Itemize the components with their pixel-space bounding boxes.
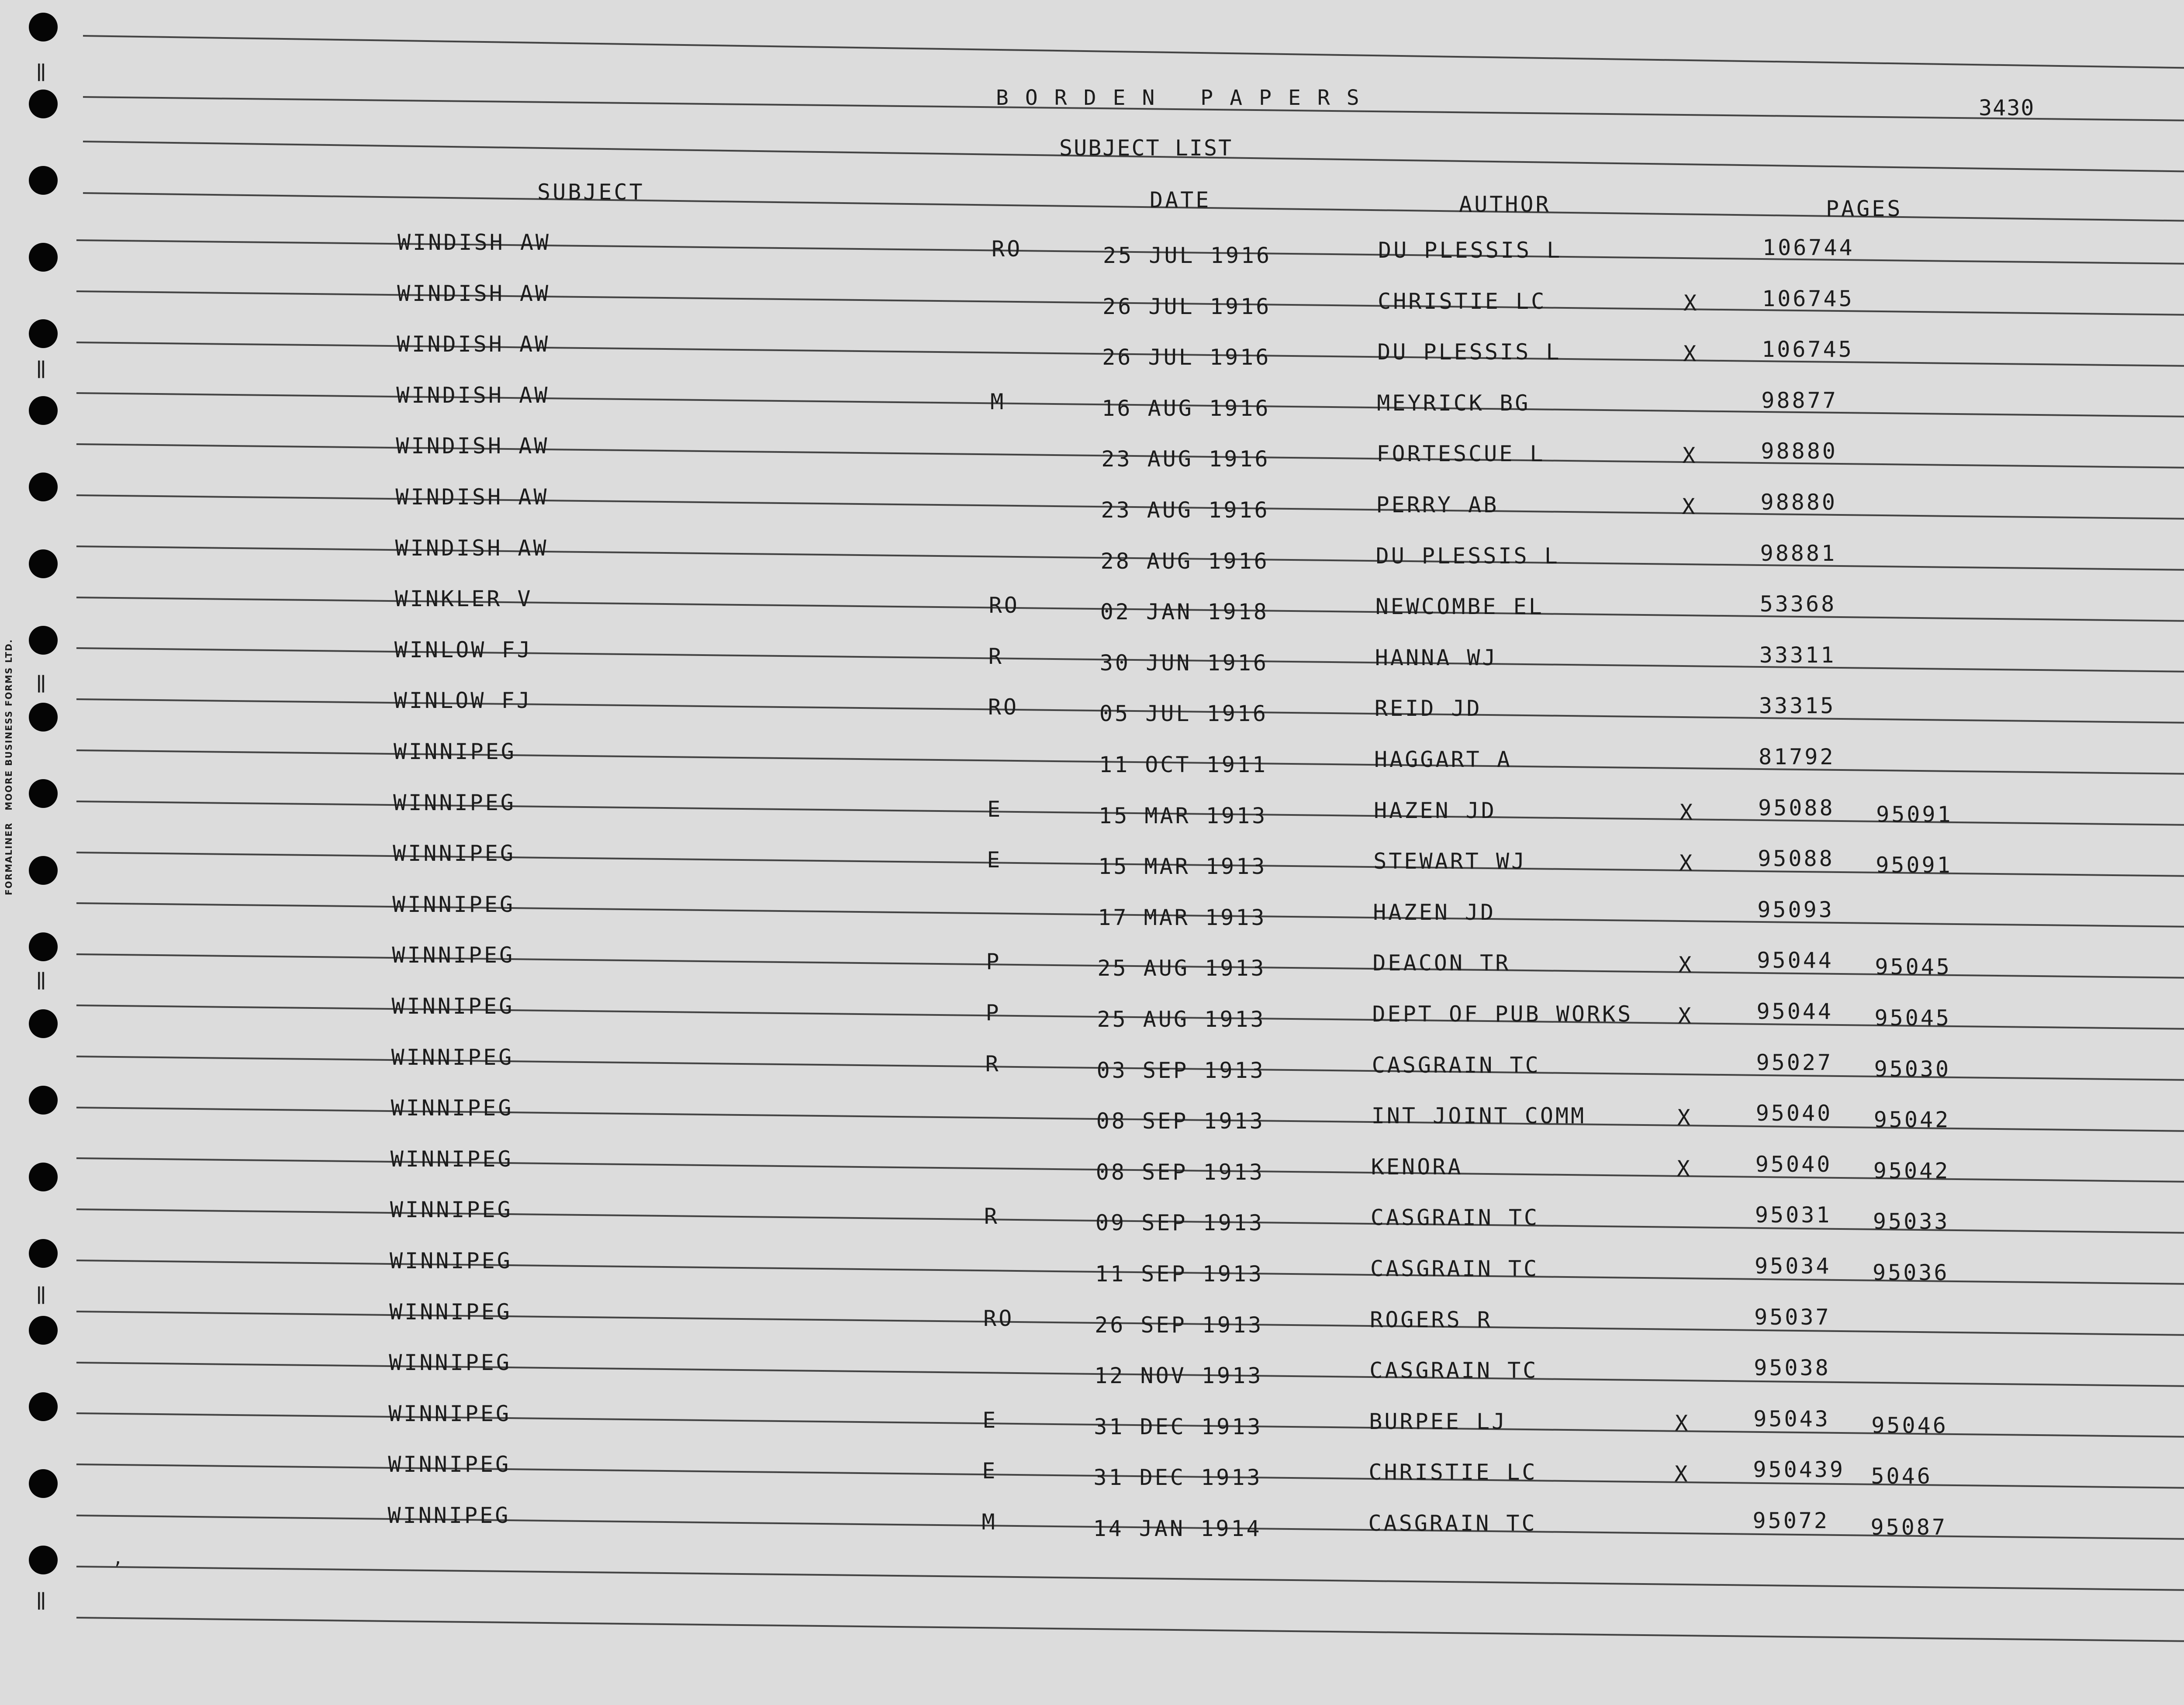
feed-hole-left (29, 1163, 58, 1191)
row-author: HANNA WJ (1375, 645, 1498, 670)
ruled-line (76, 1566, 2184, 1591)
row-page-end: 95036 (1873, 1260, 1949, 1285)
row-code: M (981, 1509, 997, 1535)
row-page-start: 53368 (1759, 591, 1837, 617)
feed-hole-left (29, 1546, 58, 1574)
row-code: R (984, 1204, 999, 1229)
row-date: 09 SEP 1913 (1095, 1210, 1265, 1236)
row-date: 31 DEC 1913 (1093, 1465, 1262, 1491)
row-date: 08 SEP 1913 (1096, 1108, 1265, 1134)
row-author: STEWART WJ (1373, 849, 1527, 874)
row-mark: X (1678, 1003, 1693, 1029)
row-author: HAZEN JD (1374, 797, 1496, 823)
row-page-end: 95046 (1871, 1412, 1948, 1438)
row-mark: X (1678, 952, 1694, 978)
row-code: RO (983, 1305, 1014, 1331)
row-date: 23 AUG 1916 (1101, 446, 1270, 472)
row-date: 15 MAR 1913 (1098, 854, 1267, 880)
row-page-end: 95042 (1873, 1107, 1951, 1133)
row-author: CASGRAIN TC (1369, 1358, 1538, 1384)
row-page-end: 95091 (1876, 852, 1952, 878)
row-author: CHRISTIE LC (1368, 1460, 1538, 1485)
row-date: 11 SEP 1913 (1095, 1261, 1264, 1287)
feed-hole-left (29, 1316, 58, 1345)
row-page-start: 98880 (1760, 490, 1838, 515)
row-author: ROGERS R (1370, 1307, 1493, 1332)
feed-hole-left (29, 243, 58, 272)
feed-hole-left (29, 932, 58, 961)
feed-hole-left (29, 319, 58, 348)
row-page-start: 95027 (1756, 1049, 1833, 1075)
row-author: PERRY AB (1376, 492, 1499, 518)
row-author: DU PLESSIS L (1377, 339, 1562, 365)
row-author: CASGRAIN TC (1370, 1256, 1539, 1281)
row-code: R (985, 1051, 1001, 1077)
row-subject: WINNIPEG (393, 790, 516, 815)
feed-hole-left (29, 13, 58, 41)
row-date: 25 JUL 1916 (1103, 243, 1272, 268)
row-author: HAZEN JD (1373, 899, 1496, 925)
row-code: E (987, 796, 1003, 822)
row-subject: WINKLER V (394, 586, 533, 612)
row-author: REID JD (1374, 696, 1482, 721)
row-code: E (987, 847, 1002, 873)
row-date: 28 AUG 1916 (1100, 548, 1269, 574)
ruled-line (76, 1617, 2184, 1643)
row-author: DU PLESSIS L (1375, 543, 1560, 569)
row-author: CASGRAIN TC (1372, 1052, 1541, 1078)
row-code: P (985, 1000, 1001, 1025)
row-subject: WINNIPEG (394, 739, 516, 764)
row-date: 31 DEC 1913 (1094, 1414, 1263, 1439)
margin-printer-label: FORMALINER MOORE BUSINESS FORMS LTD. (3, 639, 14, 895)
page-number: 3430 (1979, 95, 2035, 121)
column-header-date: DATE (1150, 187, 1211, 213)
row-subject: WINDISH AW (397, 230, 551, 255)
row-page-end: 5046 (1871, 1463, 1932, 1489)
feed-hole-left (29, 166, 58, 195)
row-subject: WINNIPEG (388, 1401, 511, 1426)
row-date: 26 JUL 1916 (1102, 345, 1271, 370)
feed-hole-left (29, 1469, 58, 1498)
row-date: 02 JAN 1918 (1100, 599, 1269, 625)
row-page-start: 33311 (1759, 642, 1836, 668)
row-page-start: 950439 (1753, 1457, 1845, 1483)
row-code: RO (988, 593, 1019, 618)
row-mark: X (1677, 1105, 1693, 1131)
row-page-start: 95040 (1755, 1101, 1833, 1126)
row-subject: WINDISH AW (395, 535, 549, 561)
row-page-end: 95087 (1870, 1515, 1948, 1540)
row-page-start: 95043 (1753, 1406, 1830, 1432)
feed-hole-left (29, 473, 58, 501)
feed-hole-left (29, 1009, 58, 1038)
row-page-start: 33315 (1759, 693, 1836, 719)
perforation-mark: ‖ (36, 970, 47, 990)
row-code: P (986, 949, 1002, 975)
row-page-start: 98881 (1760, 540, 1837, 566)
row-date: 16 AUG 1916 (1102, 395, 1271, 421)
row-date: 11 OCT 1911 (1099, 752, 1268, 777)
row-author: INT JOINT COMM (1371, 1103, 1586, 1129)
row-subject: WINNIPEG (391, 1044, 514, 1070)
row-date: 03 SEP 1913 (1096, 1057, 1265, 1083)
perforation-mark: ‖ (36, 61, 47, 81)
row-mark: X (1679, 850, 1695, 876)
column-header-author: AUTHOR (1459, 192, 1551, 217)
row-author: DU PLESSIS L (1378, 238, 1562, 263)
row-page-start: 95044 (1756, 999, 1834, 1024)
row-mark: X (1675, 1410, 1690, 1436)
feed-hole-left (29, 856, 58, 885)
row-page-start: 95034 (1755, 1253, 1832, 1279)
perforation-mark: ‖ (36, 673, 47, 693)
row-code: RO (992, 236, 1023, 262)
row-mark: X (1682, 443, 1698, 469)
row-page-end: 95033 (1873, 1209, 1950, 1235)
row-author: CASGRAIN TC (1368, 1511, 1537, 1536)
row-page-start: 95093 (1757, 897, 1834, 922)
row-page-start: 98877 (1761, 387, 1838, 413)
row-subject: WINDISH AW (397, 280, 551, 306)
row-code: R (988, 643, 1004, 669)
row-author: CASGRAIN TC (1370, 1205, 1540, 1231)
row-author: CHRISTIE LC (1378, 288, 1547, 314)
row-subject: WINDISH AW (396, 382, 550, 408)
row-page-start: 106745 (1762, 286, 1854, 311)
row-date: 25 AUG 1913 (1097, 956, 1266, 981)
row-subject: WINDISH AW (397, 331, 550, 357)
row-page-end: 95091 (1876, 801, 1953, 827)
list-subtitle: SUBJECT LIST (1059, 135, 1233, 161)
row-code: M (990, 389, 1006, 414)
row-subject: WINNIPEG (390, 1146, 513, 1172)
row-date: 08 SEP 1913 (1095, 1159, 1265, 1185)
feed-hole-left (29, 396, 58, 425)
row-date: 14 JAN 1914 (1093, 1516, 1262, 1541)
row-mark: X (1674, 1461, 1690, 1487)
column-header-subject: SUBJECT (537, 179, 645, 205)
column-header-pages: PAGES (1826, 196, 1903, 221)
row-subject: WINNIPEG (392, 942, 515, 968)
row-author: BURPEE LJ (1369, 1408, 1507, 1434)
row-page-start: 95038 (1754, 1355, 1831, 1381)
row-date: 30 JUN 1916 (1099, 650, 1268, 676)
row-subject: WINNIPEG (390, 1197, 513, 1223)
row-author: HAGGART A (1374, 747, 1512, 772)
row-subject: WINNIPEG (390, 1095, 514, 1121)
row-author: DEACON TR (1372, 950, 1511, 976)
row-date: 12 NOV 1913 (1094, 1363, 1263, 1389)
row-page-start: 95040 (1755, 1151, 1832, 1177)
row-page-end: 95045 (1874, 1005, 1952, 1031)
row-date: 26 JUL 1916 (1102, 293, 1272, 319)
row-mark: X (1679, 799, 1695, 825)
row-subject: WINLOW FJ (394, 688, 532, 714)
row-author: KENORA (1371, 1154, 1463, 1180)
stray-mark: , (113, 1548, 124, 1568)
row-subject: WINDISH AW (395, 484, 549, 510)
row-page-start: 95031 (1755, 1202, 1832, 1228)
row-page-start: 95044 (1757, 948, 1834, 973)
row-page-end: 95045 (1875, 954, 1952, 980)
row-page-start: 106745 (1762, 337, 1854, 362)
row-subject: WINNIPEG (389, 1299, 512, 1325)
row-date: 23 AUG 1916 (1101, 497, 1270, 523)
row-subject: WINDISH AW (396, 433, 549, 459)
row-author: MEYRICK BG (1377, 390, 1531, 416)
ruled-line (83, 35, 2184, 69)
row-date: 17 MAR 1913 (1098, 904, 1267, 930)
row-code: E (982, 1458, 998, 1484)
perforation-mark: ‖ (36, 358, 47, 378)
row-mark: X (1683, 341, 1699, 367)
row-mark: X (1682, 494, 1697, 519)
row-page-start: 95072 (1752, 1508, 1830, 1533)
row-author: NEWCOMBE EL (1375, 594, 1544, 620)
row-date: 05 JUL 1916 (1099, 701, 1268, 727)
row-page-start: 106744 (1762, 235, 1855, 260)
row-author: FORTESCUE L (1376, 441, 1545, 467)
row-page-end: 95030 (1874, 1056, 1951, 1082)
row-date: 25 AUG 1913 (1097, 1007, 1266, 1032)
row-subject: WINLOW FJ (394, 637, 532, 663)
row-author: DEPT OF PUB WORKS (1372, 1001, 1633, 1027)
row-subject: WINNIPEG (390, 1248, 512, 1274)
document-title: BORDEN PAPERS (996, 86, 1376, 110)
row-date: 15 MAR 1913 (1099, 803, 1268, 828)
feed-hole-left (29, 703, 58, 732)
feed-hole-left (29, 90, 58, 118)
row-subject: WINNIPEG (391, 994, 515, 1019)
feed-hole-left (29, 1239, 58, 1268)
feed-hole-left (29, 549, 58, 578)
feed-hole-left (29, 626, 58, 655)
feed-hole-left (29, 1086, 58, 1115)
row-code: RO (988, 694, 1019, 720)
row-subject: WINNIPEG (388, 1452, 511, 1477)
row-subject: WINNIPEG (387, 1503, 511, 1528)
row-page-end: 95042 (1873, 1158, 1950, 1184)
row-mark: X (1676, 1156, 1692, 1181)
perforation-mark: ‖ (36, 1590, 47, 1610)
row-page-start: 98880 (1761, 438, 1838, 464)
row-date: 26 SEP 1913 (1095, 1312, 1264, 1338)
row-page-start: 95088 (1758, 846, 1835, 872)
perforation-mark: ‖ (36, 1284, 47, 1304)
row-subject: WINNIPEG (392, 891, 515, 917)
row-page-start: 95037 (1754, 1304, 1831, 1330)
row-page-start: 95088 (1758, 795, 1835, 821)
row-page-start: 81792 (1759, 744, 1835, 770)
row-code: E (982, 1407, 998, 1433)
feed-hole-left (29, 779, 58, 808)
feed-hole-left (29, 1392, 58, 1421)
row-subject: WINNIPEG (393, 841, 516, 866)
row-mark: X (1683, 290, 1699, 316)
row-subject: WINNIPEG (389, 1350, 512, 1376)
